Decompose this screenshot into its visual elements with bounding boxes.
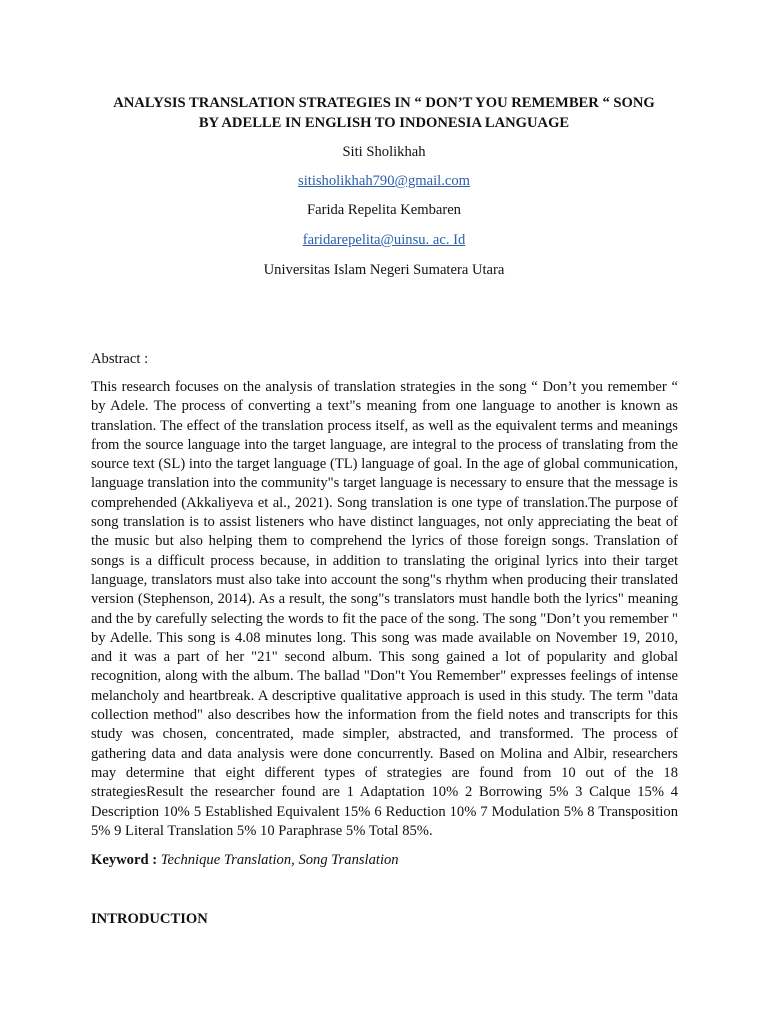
title-line-1: ANALYSIS TRANSLATION STRATEGIES IN “ DON’T YOU REMEMBER “ SONG	[113, 95, 655, 111]
keyword-value: Technique Translation, Song Translation	[160, 852, 399, 868]
author-name-2: Farida Repelita Kembaren	[307, 202, 461, 218]
author-email-1-link[interactable]: sitisholikhah790@gmail.com	[298, 173, 470, 189]
affiliation: Universitas Islam Negeri Sumatera Utara	[263, 262, 505, 278]
author-email-2-row	[80, 231, 688, 249]
abstract-label: Abstract :	[91, 351, 149, 367]
title-line-2: BY ADELLE IN ENGLISH TO INDONESIA LANGUAGE	[198, 115, 570, 131]
author-email-2-link[interactable]: faridarepelita@uinsu. ac. Id	[302, 232, 466, 248]
keyword-line	[91, 851, 399, 869]
section-heading-introduction: INTRODUCTION	[91, 911, 208, 927]
paper-title	[80, 93, 688, 133]
author-email-1-row	[80, 172, 688, 190]
author-name-1: Siti Sholikhah	[342, 144, 426, 160]
abstract-text: This research focuses on the analysis of translation strategies in the song “ Don’t you remember “ by Adele. The process of converting a text"s meaning from one language to another is known as translation. The effect of the translation process itself, as well as the equivalent terms and meanings from the source language into the target language, are integral to the process of translating from the source text (SL) into the target language (TL) language of goal. In the age of global communication, language translation into the community"s target language is necessary to ensure that the message is comprehended (Akkaliyeva et al., 2021). Song translation is one type of translation.The purpose of song translation is to assist listeners who have distinct languages, not only appreciating the beat of the music but also helping them to comprehend the lyrics of those foreign songs. Translation of songs is a difficult process because, in addition to translating the original lyrics into their target language, translators must also take into account the song"s rhythm when producing their translated version (Stephenson, 2014). As a result, the song"s translators must handle both the lyrics" meaning and the by carefully selecting the words to fit the pace of the song. The song "Don’t you remember " by Adelle. This song is 4.08 minutes long. This song was made available on November 19, 2010, and it was a part of her "21" second album. This song gained a lot of popularity and global recognition, along with the album. The ballad "Don"t You Remember" expresses feelings of intense melancholy and heartbreak. A descriptive qualitative approach is used in this study. The term "data collection method" also describes how the information from the field notes and transcripts for this study was chosen, concentrated, made simpler, abstracted, and transformed. The process of gathering data and data analysis were done concurrently. Based on Molina and Albir, researchers may determine that eight different types of strategies are found from 10 out of the 18 strategiesResult the researcher found are 1 Adaptation 10% 2 Borrowing 5% 3 Calque 15% 4 Description 10% 5 Established Equivalent 15% 6 Reduction 10% 7 Modulation 5% 8 Transposition 5% 9 Literal Translation 5% 10 Paraphrase 5% Total 85%.	[91, 379, 678, 839]
keyword-label: Keyword :	[91, 852, 158, 868]
